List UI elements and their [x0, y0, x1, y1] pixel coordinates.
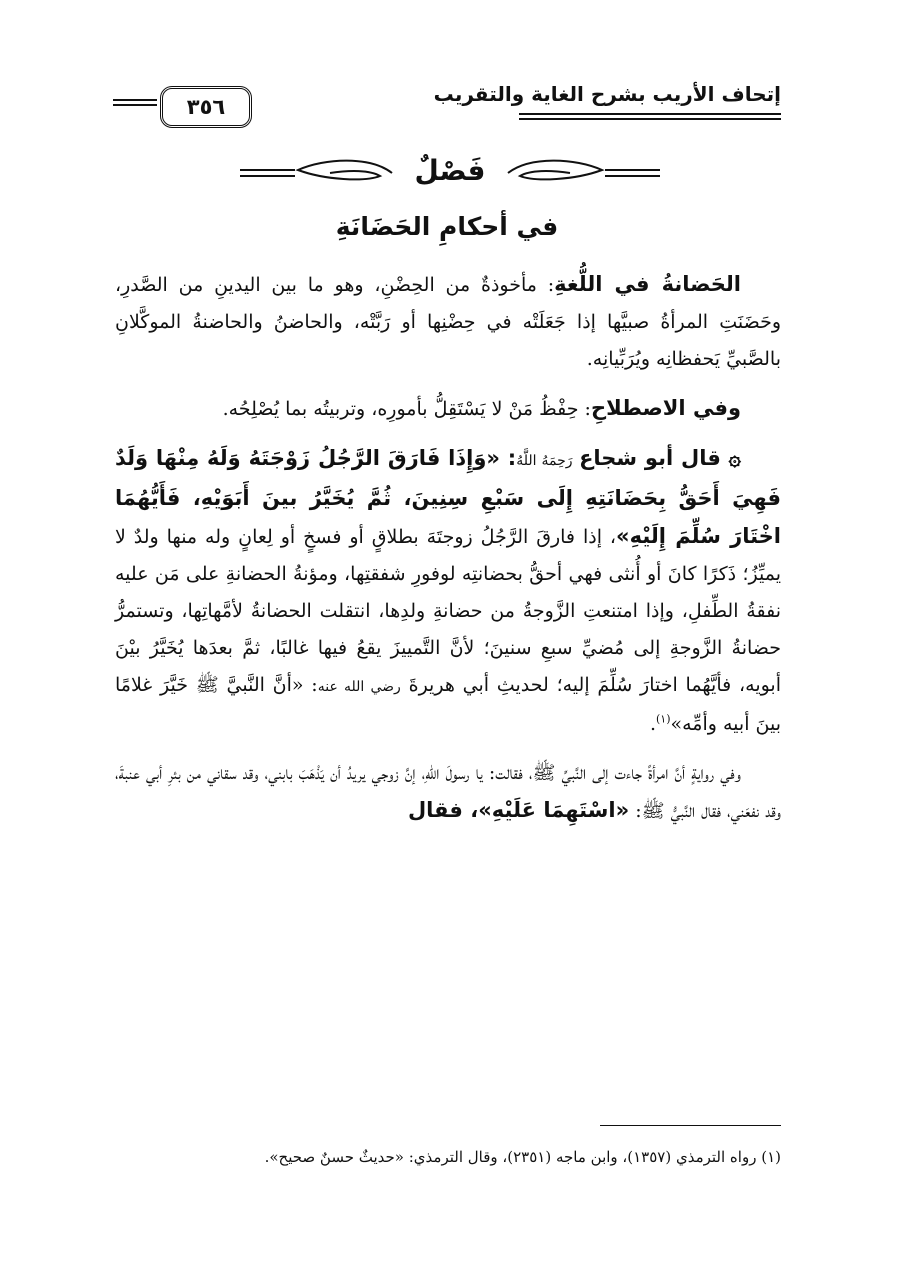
definition-linguistic: : مأخوذةٌ من الحِضْنِ، وهو ما بين اليدينِ من الصَّدرِ، وحَضَنَتِ المرأةُ صبيَّها إذا جَعَلَتْه في حِضْنِها أو رَبَّتْه، والحاضنُ والحاضنةُ الموكَّلانِ بالصَّبيِّ يَحفظانِه ويُرَبِّيانِه.: [115, 274, 781, 370]
book-title: إتحاف الأريب بشرح الغاية والتقريب: [433, 82, 781, 106]
matn-quote: : «وَإِذَا فَارَقَ الرَّجُلُ زَوْجَتَهُ وَلَهُ مِنْهَا وَلَدٌ فَهِيَ أَحَقُّ بِحَضَانَتِهِ إِلَى سَبْعِ سِنِينَ، ثُمَّ يُخَيَّرُ بينَ أَبَوَيْهِ، فَأَيُّهُمَا اخْتَارَ سُلِّمَ إِلَيْهِ»: [115, 446, 781, 548]
header-rule: [519, 118, 781, 120]
narration-text: وفي روايةٍ أنَّ امرأةً جاءت إلى النَّبيِّ ﷺ، فقالت: يا رسولَ اللهِ، إنَّ زوجي يريدُ أن يَذْهَبَ بابني، وقد سقاني من بئرِ أبي عنبةَ، وقد نفعَني، فقال النَّبيُّ ﷺ:: [115, 762, 781, 822]
page-number-rule: [113, 104, 157, 106]
paragraph-matn: [115, 440, 781, 743]
honorific: رضي الله عنه: [317, 679, 401, 695]
definition-technical: : حِفْظُ مَنْ لا يَسْتَقِلُّ بأمورِه، وتربيتُه بما يُصْلِحُه.: [222, 398, 591, 420]
paragraph-linguistic: [115, 266, 781, 378]
page-number-rule: [113, 99, 157, 101]
running-header: [113, 76, 781, 126]
chapter-title: في أحكامِ الحَضَانَةِ: [335, 212, 559, 241]
sentence-end: .: [649, 713, 656, 735]
narration-bold: «اسْتَهِمَا عَلَيْهِ»، فقال: [407, 798, 630, 822]
hadith-quote: : «أنَّ النَّبيَّ ﷺ خَيَّرَ غلامًا بينَ أبيه وأمِّه»: [115, 674, 781, 735]
footnote-rule: [600, 1125, 781, 1126]
page-number: ٣٥٦: [160, 86, 252, 128]
term-technical: وفي الاصطلاحِ: [590, 396, 741, 420]
section-word: فَصْلٌ: [414, 154, 486, 187]
paragraph-technical: [115, 390, 781, 428]
header-rule: [519, 113, 781, 115]
footnote: (١) رواه الترمذي (١٣٥٧)، وابن ماجه (٢٣٥١)، وقال الترمذي: «حديثٌ حسنٌ صحيح».: [264, 1148, 781, 1166]
paragraph-narration: [115, 755, 781, 830]
honorific: رَحِمَهُ اللَّهُ: [516, 453, 573, 469]
term-linguistic: الحَضانةُ في اللُّغةِ: [554, 272, 741, 296]
footnote-ref[interactable]: (١): [655, 712, 671, 726]
section-heading: [230, 148, 670, 196]
commentary: ، إذا فارقَ الرَّجُلُ زوجتَهَ بطلاقٍ أو فسخٍ أو لِعانٍ وله منها ولدٌ لا يميِّزُ؛ ذَكرًا كانَ أو أُنثى فهي أحقُّ بحضانتِه لوفورِ شفقتِها، ومؤنةُ الحضانةِ على مَن عليه نفقةُ الطِّفلِ، وإذا امتنعتِ الزَّوجةُ من حضانةِ ولدِها، انتقلت الحضانةُ لأمَّهاتِها، وتستمرُّ حضانةُ الزَّوجةِ إلى مُضيِّ سبعِ سنينَ؛ لأنَّ التَّمييزَ يقعُ فيها غالبًا، ثمَّ بعدَها يُخَيَّرُ بيْنَ أبويه، فأيَّهُما اختارَ سُلِّمَ إليه؛ لحديثِ أبي هريرةَ: [115, 526, 781, 696]
body-text: [115, 266, 781, 842]
author-name: ۞ قال أبو شجاع: [579, 446, 741, 470]
